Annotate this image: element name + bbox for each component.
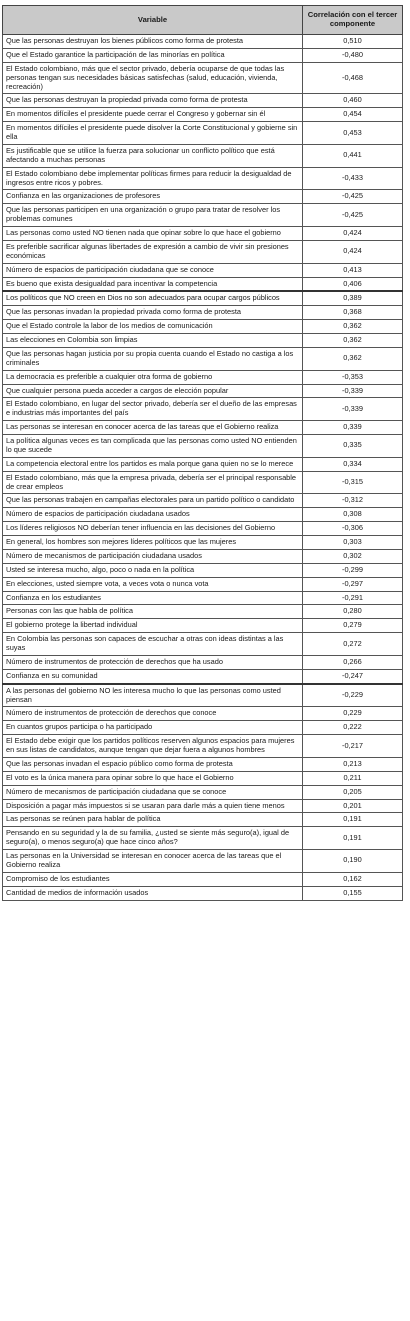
correlation-cell: 0,389: [303, 291, 403, 305]
variable-cell: Compromiso de los estudiantes: [3, 872, 303, 886]
table-row: [3, 471, 403, 494]
correlation-cell: 0,302: [303, 549, 403, 563]
variable-cell: Que las personas trabajen en campañas electorales para un partido político o candidato: [3, 494, 303, 508]
table-header-row: [3, 6, 403, 35]
correlation-cell: 0,441: [303, 144, 403, 167]
variable-cell: El Estado colombiano, más que el sector privado, debería ocuparse de que todas las personas tengan sus necesidades básicas satisfechas (salud, educación, vivienda, recreación): [3, 62, 303, 94]
correlation-cell: 0,205: [303, 785, 403, 799]
table-row: [3, 757, 403, 771]
table-row: [3, 291, 403, 305]
variable-cell: El gobierno protege la libertad individual: [3, 619, 303, 633]
table-row: [3, 591, 403, 605]
correlation-cell: -0,425: [303, 190, 403, 204]
variable-cell: Las personas en la Universidad se interesan en conocer acerca de las tareas que el Gobierno realiza: [3, 850, 303, 873]
correlation-cell: 0,303: [303, 536, 403, 550]
table-row: [3, 549, 403, 563]
table-row: [3, 508, 403, 522]
correlation-cell: 0,155: [303, 886, 403, 900]
variable-cell: Las personas se interesan en conocer acerca de las tareas que el Gobierno realiza: [3, 421, 303, 435]
correlation-cell: -0,425: [303, 204, 403, 227]
variable-cell: La competencia electoral entre los partidos es mala porque gana quien no se lo merece: [3, 457, 303, 471]
correlation-cell: -0,299: [303, 563, 403, 577]
variable-cell: Los líderes religiosos NO deberían tener influencia en las decisiones del Gobierno: [3, 522, 303, 536]
variable-cell: En Colombia las personas son capaces de escuchar a otras con ideas distintas a las suyas: [3, 633, 303, 656]
variable-cell: Es preferible sacrificar algunas libertades de expresión a cambio de vivir sin presiones económicas: [3, 240, 303, 263]
correlation-cell: 0,362: [303, 334, 403, 348]
variable-cell: Las personas se reúnen para hablar de política: [3, 813, 303, 827]
variable-cell: A las personas del gobierno NO les interesa mucho lo que las personas como usted piensan: [3, 684, 303, 707]
correlation-cell: -0,433: [303, 167, 403, 190]
correlation-cell: 0,406: [303, 277, 403, 291]
correlation-cell: -0,217: [303, 735, 403, 758]
correlation-cell: -0,291: [303, 591, 403, 605]
variable-cell: El Estado colombiano debe implementar políticas firmes para reducir la desigualdad de ingresos entre ricos y pobres.: [3, 167, 303, 190]
variable-cell: En elecciones, usted siempre vota, a veces vota o nunca vota: [3, 577, 303, 591]
table-row: [3, 277, 403, 291]
correlation-cell: 0,280: [303, 605, 403, 619]
variable-cell: En cuantos grupos participa o ha participado: [3, 721, 303, 735]
table-row: [3, 563, 403, 577]
correlation-cell: -0,353: [303, 370, 403, 384]
variable-cell: El Estado colombiano, más que la empresa privada, debería ser el principal responsable de crear empleos: [3, 471, 303, 494]
table-row: [3, 398, 403, 421]
variable-cell: Que las personas participen en una organización o grupo para tratar de resolver los problemas comunes: [3, 204, 303, 227]
table-row: [3, 263, 403, 277]
table-row: [3, 522, 403, 536]
variable-cell: Número de mecanismos de participación ciudadana que se conoce: [3, 785, 303, 799]
variable-cell: En momentos difíciles el presidente puede disolver la Corte Constitucional y gobierne sin ella: [3, 122, 303, 145]
variable-cell: Que cualquier persona pueda acceder a cargos de elección popular: [3, 384, 303, 398]
variable-cell: El voto es la única manera para opinar sobre lo que hace el Gobierno: [3, 771, 303, 785]
correlation-cell: 0,201: [303, 799, 403, 813]
correlation-cell: 0,222: [303, 721, 403, 735]
table-row: [3, 108, 403, 122]
variable-cell: En momentos difíciles el presidente puede cerrar el Congreso y gobernar sin él: [3, 108, 303, 122]
variable-cell: Cantidad de medios de información usados: [3, 886, 303, 900]
correlation-cell: 0,424: [303, 227, 403, 241]
correlation-cell: -0,339: [303, 384, 403, 398]
correlation-cell: -0,339: [303, 398, 403, 421]
table-row: [3, 62, 403, 94]
table-row: [3, 190, 403, 204]
correlation-cell: 0,190: [303, 850, 403, 873]
table-row: [3, 619, 403, 633]
variable-cell: Es bueno que exista desigualdad para incentivar la competencia: [3, 277, 303, 291]
variable-cell: Las elecciones en Colombia son limpias: [3, 334, 303, 348]
table-row: [3, 384, 403, 398]
table-block: [3, 291, 403, 683]
table-row: [3, 799, 403, 813]
correlation-cell: 0,229: [303, 707, 403, 721]
variable-cell: El Estado debe exigir que los partidos políticos reserven algunos espacios para mujeres en sus listas de candidatos, aunque tengan que dejar fuera a algunos hombres: [3, 735, 303, 758]
correlation-cell: -0,312: [303, 494, 403, 508]
correlation-cell: 0,362: [303, 320, 403, 334]
correlation-cell: -0,315: [303, 471, 403, 494]
table-row: [3, 435, 403, 458]
table-row: [3, 684, 403, 707]
variable-cell: Que el Estado garantice la participación de las minorías en política: [3, 48, 303, 62]
variable-cell: Es justificable que se utilice la fuerza para solucionar un conflicto político que está afectando a muchas personas: [3, 144, 303, 167]
table-row: [3, 457, 403, 471]
correlation-table: [2, 5, 403, 901]
variable-cell: Confianza en su comunidad: [3, 669, 303, 683]
correlation-cell: 0,454: [303, 108, 403, 122]
table-row: [3, 421, 403, 435]
variable-cell: Número de instrumentos de protección de derechos que conoce: [3, 707, 303, 721]
table-row: [3, 669, 403, 683]
table-row: [3, 577, 403, 591]
correlation-cell: -0,306: [303, 522, 403, 536]
table-row: [3, 122, 403, 145]
correlation-cell: 0,191: [303, 827, 403, 850]
variable-cell: Que las personas hagan justicia por su propia cuenta cuando el Estado no castiga a los criminales: [3, 347, 303, 370]
correlation-cell: 0,211: [303, 771, 403, 785]
variable-cell: Que las personas destruyan la propiedad privada como forma de protesta: [3, 94, 303, 108]
table-row: [3, 785, 403, 799]
variable-cell: Número de instrumentos de protección de derechos que ha usado: [3, 655, 303, 669]
header-correlation: Correlación con el tercer componente: [303, 6, 403, 35]
correlation-cell: 0,279: [303, 619, 403, 633]
table-row: [3, 35, 403, 49]
table-row: [3, 850, 403, 873]
correlation-cell: -0,229: [303, 684, 403, 707]
correlation-cell: 0,308: [303, 508, 403, 522]
variable-cell: Pensando en su seguridad y la de su familia, ¿usted se siente más seguro(a), igual de seguro(a), o menos seguro(a) que hace cinco años?: [3, 827, 303, 850]
correlation-cell: 0,424: [303, 240, 403, 263]
correlation-document: [2, 5, 402, 901]
table-row: [3, 306, 403, 320]
table-row: [3, 707, 403, 721]
correlation-cell: -0,247: [303, 669, 403, 683]
table-row: [3, 370, 403, 384]
variable-cell: Que las personas invadan el espacio público como forma de protesta: [3, 757, 303, 771]
correlation-cell: 0,460: [303, 94, 403, 108]
variable-cell: El Estado colombiano, en lugar del sector privado, debería ser el dueño de las empresas e industrias más importantes del país: [3, 398, 303, 421]
correlation-cell: 0,162: [303, 872, 403, 886]
table-row: [3, 721, 403, 735]
table-row: [3, 144, 403, 167]
variable-cell: Personas con las que habla de política: [3, 605, 303, 619]
table-block: [3, 684, 403, 900]
correlation-cell: 0,191: [303, 813, 403, 827]
variable-cell: Que las personas invadan la propiedad privada como forma de protesta: [3, 306, 303, 320]
table-row: [3, 735, 403, 758]
table-row: [3, 204, 403, 227]
variable-cell: Número de espacios de participación ciudadana que se conoce: [3, 263, 303, 277]
correlation-cell: 0,510: [303, 35, 403, 49]
variable-cell: Que las personas destruyan los bienes públicos como forma de protesta: [3, 35, 303, 49]
header-variable: Variable: [3, 6, 303, 35]
table-row: [3, 48, 403, 62]
variable-cell: La democracia es preferible a cualquier otra forma de gobierno: [3, 370, 303, 384]
table-row: [3, 886, 403, 900]
table-row: [3, 813, 403, 827]
table-row: [3, 633, 403, 656]
correlation-cell: 0,413: [303, 263, 403, 277]
variable-cell: Confianza en las organizaciones de profesores: [3, 190, 303, 204]
correlation-cell: -0,297: [303, 577, 403, 591]
variable-cell: Número de mecanismos de participación ciudadana usados: [3, 549, 303, 563]
variable-cell: Disposición a pagar más impuestos si se usaran para darle más a quien tiene menos: [3, 799, 303, 813]
variable-cell: La política algunas veces es tan complicada que las personas como usted NO entienden lo que sucede: [3, 435, 303, 458]
correlation-cell: 0,334: [303, 457, 403, 471]
correlation-cell: 0,453: [303, 122, 403, 145]
correlation-cell: 0,335: [303, 435, 403, 458]
table-block: [3, 35, 403, 292]
table-row: [3, 240, 403, 263]
variable-cell: Confianza en los estudiantes: [3, 591, 303, 605]
variable-cell: Número de espacios de participación ciudadana usados: [3, 508, 303, 522]
correlation-cell: -0,480: [303, 48, 403, 62]
table-row: [3, 655, 403, 669]
table-row: [3, 94, 403, 108]
correlation-cell: -0,468: [303, 62, 403, 94]
table-row: [3, 771, 403, 785]
variable-cell: Las personas como usted NO tienen nada que opinar sobre lo que hace el gobierno: [3, 227, 303, 241]
table-row: [3, 536, 403, 550]
table-row: [3, 320, 403, 334]
table-row: [3, 347, 403, 370]
table-row: [3, 605, 403, 619]
correlation-cell: 0,266: [303, 655, 403, 669]
correlation-cell: 0,213: [303, 757, 403, 771]
variable-cell: En general, los hombres son mejores líderes políticos que las mujeres: [3, 536, 303, 550]
correlation-cell: 0,362: [303, 347, 403, 370]
table-row: [3, 167, 403, 190]
table-row: [3, 827, 403, 850]
variable-cell: Que el Estado controle la labor de los medios de comunicación: [3, 320, 303, 334]
correlation-cell: 0,368: [303, 306, 403, 320]
variable-cell: Usted se interesa mucho, algo, poco o nada en la política: [3, 563, 303, 577]
table-row: [3, 227, 403, 241]
correlation-cell: 0,339: [303, 421, 403, 435]
correlation-cell: 0,272: [303, 633, 403, 656]
table-row: [3, 872, 403, 886]
table-row: [3, 494, 403, 508]
variable-cell: Los políticos que NO creen en Dios no son adecuados para ocupar cargos públicos: [3, 291, 303, 305]
table-row: [3, 334, 403, 348]
